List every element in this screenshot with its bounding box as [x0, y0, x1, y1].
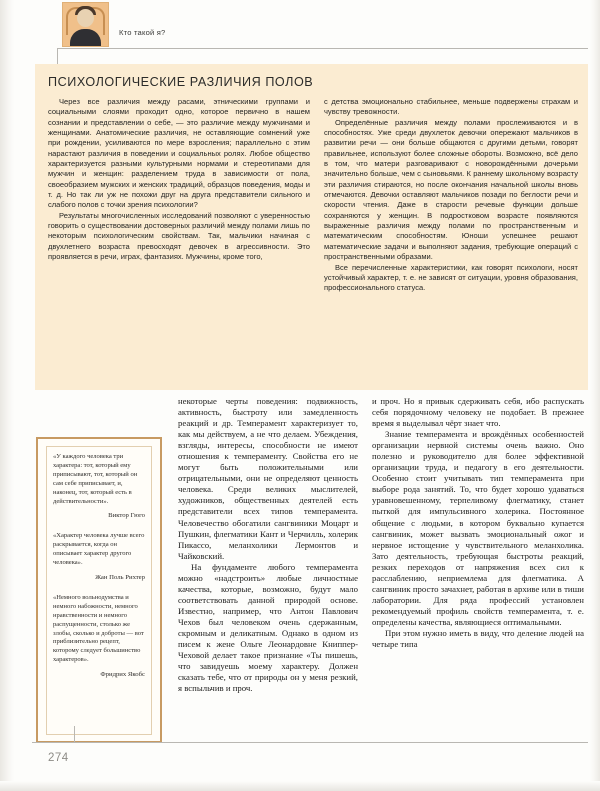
quote-text: «У каждого человека три характера: тот, который ему приписывают, тот, который он сам себе приписывает, и, наконец, тот, который есть в действительности». [53, 453, 138, 505]
quote-text: «Немного вольнодумства и немного набожности, немного нравственности и немного распущенности, столько же злобы, сколько и доброты — вот приблизительно рецепт, которому следует большинство характеров». [53, 593, 144, 664]
section-text-column-right [324, 97, 578, 294]
quote-separator [53, 583, 145, 594]
person-portrait-thumbnail-icon [62, 2, 109, 47]
paragraph: некоторые черты поведения: подвижность, активность, быстроту или замедленность реакций и др. Темперамент характеризует то, как мы действуем, а не что делаем. Убеждения, взгляды, интересы, способности не имеют отношения к темпераменту. Свойства его не могут быть положительными или отрицательными, они не определяют ценность человека. Среди великих мыслителей, художников, общественных деятелей есть представители всех типов темперамента. Человечество обогатили сангвиники Моцарт и Пушкин, флегматики Кант и Черчилль, холерик Пикассо, меланхолики Лермонтов и Чайковский. [178, 396, 358, 561]
quote-sidebar-box [36, 437, 162, 743]
quote-author: Виктор Гюго [108, 512, 145, 520]
section-text-column-left [48, 97, 310, 263]
frame-rule-vertical-bottom [74, 726, 75, 742]
running-head-label: Кто такой я? [119, 28, 166, 37]
paragraph: Определённые различия между полами прослеживаются и в способностях. Уже среди двухлеток девочки опережают мальчиков в развитии речи — они больше общаются с другими детьми, говорят правильнее, используют более сложные обороты. Возможно, всё дело в том, что матери разговаривают с новорождёнными дочерьми значительно больше, чем с сыновьями. К раннему школьному возрасту эти различия стираются, но после окончания начальной школы вновь отмечаются. Девочки оставляют мальчиков позади по беглости речи и скорости чтения. Даже в старости речевые функции дольше сохраняются у женщин. В подростковом возрасте появляются выраженные различия между полами по пространственным и математическим способностям. Юноши успешнее решают математические задачи и выполняют задания, требующие операций с пространственными образами. [324, 117, 578, 262]
lower-content-area [32, 396, 588, 746]
quote-item [53, 594, 145, 680]
running-head [62, 2, 562, 54]
quote-text: «Характер человека лучше всего раскрывается, когда он описывает характер другого человека». [53, 532, 145, 567]
page-edge-bottom [0, 781, 600, 791]
quote-separator [53, 521, 145, 532]
page-edge-right [590, 0, 600, 791]
paragraph: Через все различия между расами, этническими группами и социальными слоями проходит одно, которое первично в нашем сознании и представлении о себе, — это различие между мужчинами и женщинами. Анатомические различия, не оставляющие сомнений уже при рождении, усиливаются по мере взросления; параллельно с этим нарастают различия в поведении и социальных ролях. Любое общество характеризуется разными культурными нормами и стереотипами для мужчин и женщин: разделением труда в зависимости от пола, своеобразием мужских и женских традиций, образцов поведения, моды и т. д. Но так ли уж не похожи друг на друга представители сильного и слабого полов с точки зрения психологии? [48, 97, 310, 210]
paragraph: Все перечисленные характеристики, как говорят психологи, носят устойчивый характер, т. е. не зависят от ситуации, уровня образования, профессионального статуса. [324, 262, 578, 293]
frame-rule-horizontal-top [57, 48, 588, 49]
quote-author: Фридрих Якобс [100, 671, 145, 679]
paragraph: и проч. Но я привык сдерживать себя, ибо распускать себя порядочному человеку не подобает. В прежнее время я выделывал чёрт знает что. [372, 396, 584, 429]
page-edge-left [0, 0, 14, 791]
page-number: 274 [48, 752, 69, 764]
body-text-column-right [372, 396, 584, 650]
paragraph: Знание темперамента и врождённых особенностей организации нервной системы очень важно. Оно полезно и руководителю для более эффективной организации труда, и педагогу в его деятельности. Особенно стоит учитывать тип темперамента при выборе рода занятий. То, что будет хорошо удаваться уравновешенному, терпеливому флегматику, станет пыткой для импульсивного холерика. Постоянное общение с людьми, в котором буквально купается сангвиник, может вызвать эмоциональный ожог и нервное истощение у чувствительного меланхолика. Зато деятельность, требующая быстроты реакций, резких переходов от напряжения всех сил к расслаблению, неприемлема для флегматика. А сангвиник просто зачахнет, работая в архиве или в тиши лаборатории. Для ряда профессий установлен рекомендуемый профиль свойств темперамента, т. е. определены качества, являющиеся оптимальными. [372, 429, 584, 627]
body-text-column-middle [178, 396, 358, 694]
thumbnail-face [77, 9, 94, 27]
section-tinted-block [35, 64, 588, 390]
quote-author: Жан Поль Рихтер [95, 573, 145, 581]
paragraph: Результаты многочисленных исследований позволяют с уверенностью говорить о существовании достоверных различий между полами лишь по некоторым психологическим свойствам. Так, мальчики начиная с двухлетнего возраста превосходят девочек в агрессивности. Это проявляется в речи, играх, фантазиях. Мужчины, кроме того, [48, 210, 310, 262]
paragraph: На фундаменте любого темперамента можно «надстроить» любые личностные качества, которые, возможно, будут мало соответствовать данной природой основе. Известно, например, что Антон Павлович Чехов был человеком очень сдержанным, скромным и деликатным. Однако в одном из писем к жене Ольге Леонардовне Книппер-Чеховой делает такое признание «Ты пишешь, что завидуешь моему характеру. Должен сказать тебе, что от природы он у меня резкий, я вспыльчив и проч. [178, 561, 358, 694]
section-title: ПСИХОЛОГИЧЕСКИЕ РАЗЛИЧИЯ ПОЛОВ [48, 75, 314, 89]
quote-item [53, 453, 145, 521]
paragraph: При этом нужно иметь в виду, что деление людей на четыре типа [372, 627, 584, 650]
quote-item [53, 532, 145, 583]
frame-rule-horizontal-bottom [32, 742, 588, 743]
paragraph: с детства эмоционально стабильнее, меньше подвержены страхам и чувству тревожности. [324, 97, 578, 117]
